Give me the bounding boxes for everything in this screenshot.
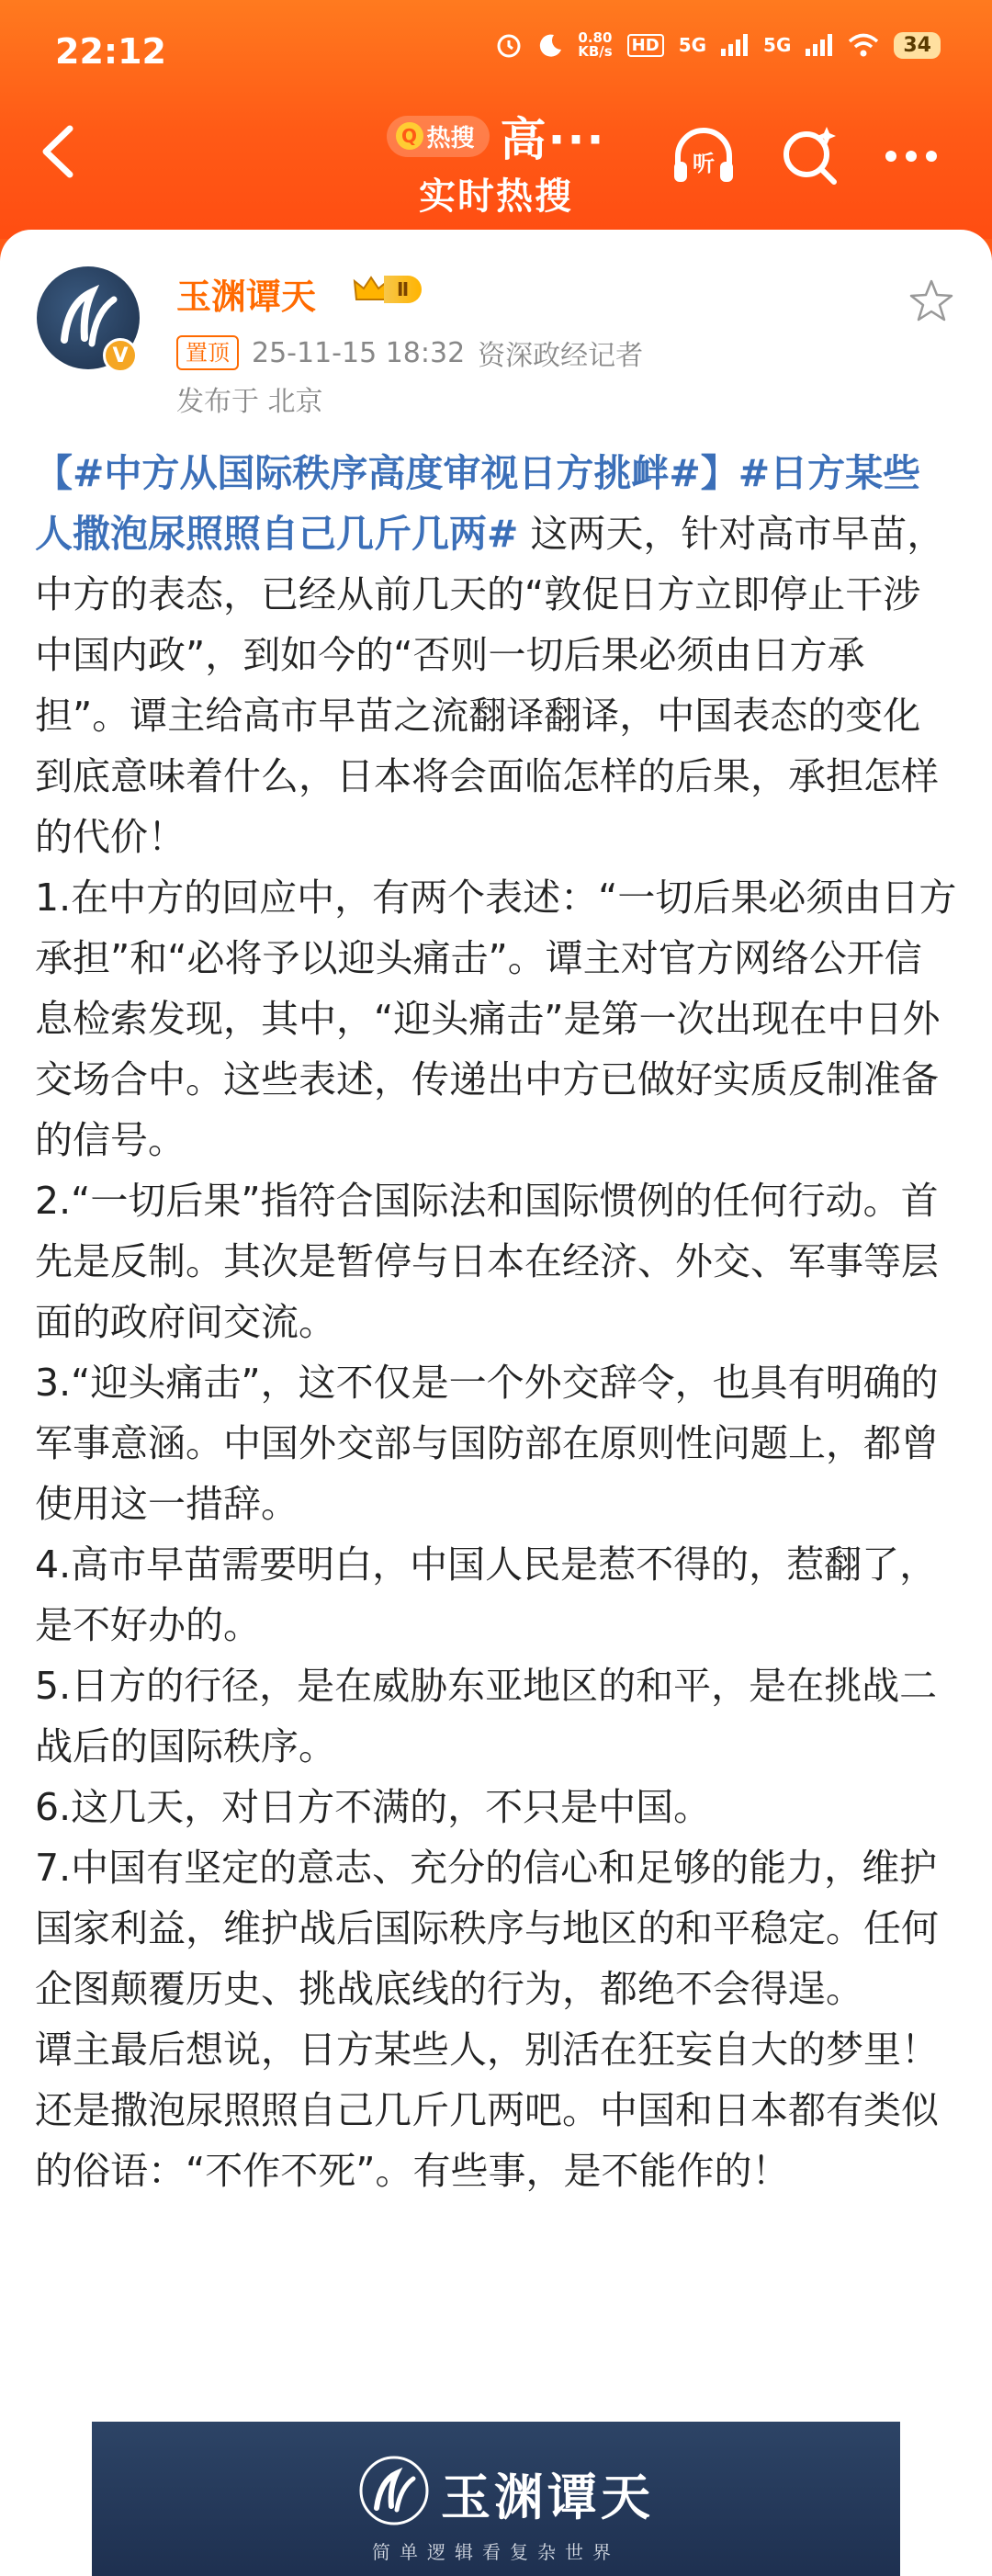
net-speed-value: 0.80 [578, 29, 613, 46]
page-title: 高··· [500, 113, 606, 166]
verified-badge-icon: V [103, 338, 138, 373]
topic-tag-1[interactable]: 【#中方从国际秩序高度审视日方挑衅#】 [35, 451, 738, 495]
hd-icon: HD [627, 34, 664, 57]
post-location: 发布于 北京 [176, 386, 323, 418]
more-icon[interactable] [874, 119, 948, 193]
member-badge[interactable] [353, 274, 422, 305]
hot-search-label: 热搜 [426, 124, 475, 153]
pinned-badge: 置顶 [176, 335, 239, 370]
post-content [35, 443, 957, 2201]
status-time: 22:12 [55, 31, 166, 72]
author-title: 资深政经记者 [478, 340, 644, 372]
topic-tag-2[interactable]: #日方某些人撒泡尿照照自己几斤几两# [35, 451, 921, 556]
post-timestamp: 25-11-15 18:32 [252, 336, 466, 369]
signal-5g-1: 5G [678, 34, 707, 56]
net-speed-unit: KB/s [578, 43, 613, 60]
banner-title: 玉渊谭天 [441, 2468, 654, 2526]
star-icon[interactable] [907, 277, 955, 325]
post-image-banner[interactable] [92, 2422, 900, 2576]
signal-5g-2: 5G [763, 34, 792, 56]
hot-search-logo [387, 116, 490, 157]
page-subtitle: 实时热搜 [419, 175, 573, 218]
alarm-icon [495, 31, 523, 59]
header [0, 0, 992, 239]
top-nav [0, 92, 992, 230]
post-meta [176, 333, 643, 373]
net-speed [578, 31, 612, 59]
status-bar [0, 0, 992, 101]
post-card [0, 230, 992, 2576]
banner-logo-icon [358, 2455, 430, 2526]
wifi-icon [848, 33, 879, 57]
moon-icon [537, 32, 563, 58]
svg-text:听: 听 [693, 151, 715, 176]
signal-bars-icon [721, 34, 749, 56]
member-level: Ⅱ [384, 276, 422, 303]
hot-search-icon: Q [396, 122, 423, 150]
signal-bars-icon-2 [806, 34, 833, 56]
author-name[interactable]: 玉渊谭天 [176, 277, 317, 317]
post-body: 这两天，针对高市早苗，中方的表态，已经从前几天的“敦促日方立即停止干涉中国内政”，到如今的“否则一切后果必须由日方承担”。谭主给高市早苗之流翻译翻译，中国表态的变化到底意味着什么，日本将会面临怎样的后果，承担怎样的代价！ 1.在中方的回应中，有两个表述：“一切后果必须由日方承担”和“必将予以迎头痛击”。谭主对官方网络公开信息检索发现，其中，“迎头痛击”是第一次出现在中日外交场合中。这些表述，传递出中方已做好实质反制准备的信号。 2.“一切后果”指符合国际法和国际惯例的任何行动。首先是反制。其次是暂停与日本在经济、外交、军事等层面的政府间交流。 3.“迎头痛击”，这不仅是一个外交辞令，也具有明确的军事意涵。中国外交部与国防部在原则性问题上，都曾使用这一措辞。 4.高市早苗需要明白，中国人民是惹不得的，惹翻了，是不好办的。 5.日方的行径，是在威胁东亚地区的和平，是在挑战二战后的国际秩序。 6.这几天，对日方不满的，不只是中国。 7.中国有坚定的意志、充分的信心和足够的能力，维护国家利益，维护战后国际秩序与地区的和平稳定。任何企图颠覆历史、挑战底线的行为，都绝不会得逞。 谭主最后想说，日方某些人，别活在狂妄自大的梦里！还是撒泡尿照照自己几斤几两吧。中国和日本都有类似的俗语：“不作不死”。有些事，是不能作的！ [35, 512, 957, 2193]
battery-level: 34 [894, 32, 941, 59]
headphone-icon[interactable] [667, 119, 740, 193]
search-icon[interactable] [773, 119, 847, 193]
banner-slogan: 简单逻辑看复杂世界 [372, 2541, 620, 2563]
status-icons [495, 31, 941, 59]
